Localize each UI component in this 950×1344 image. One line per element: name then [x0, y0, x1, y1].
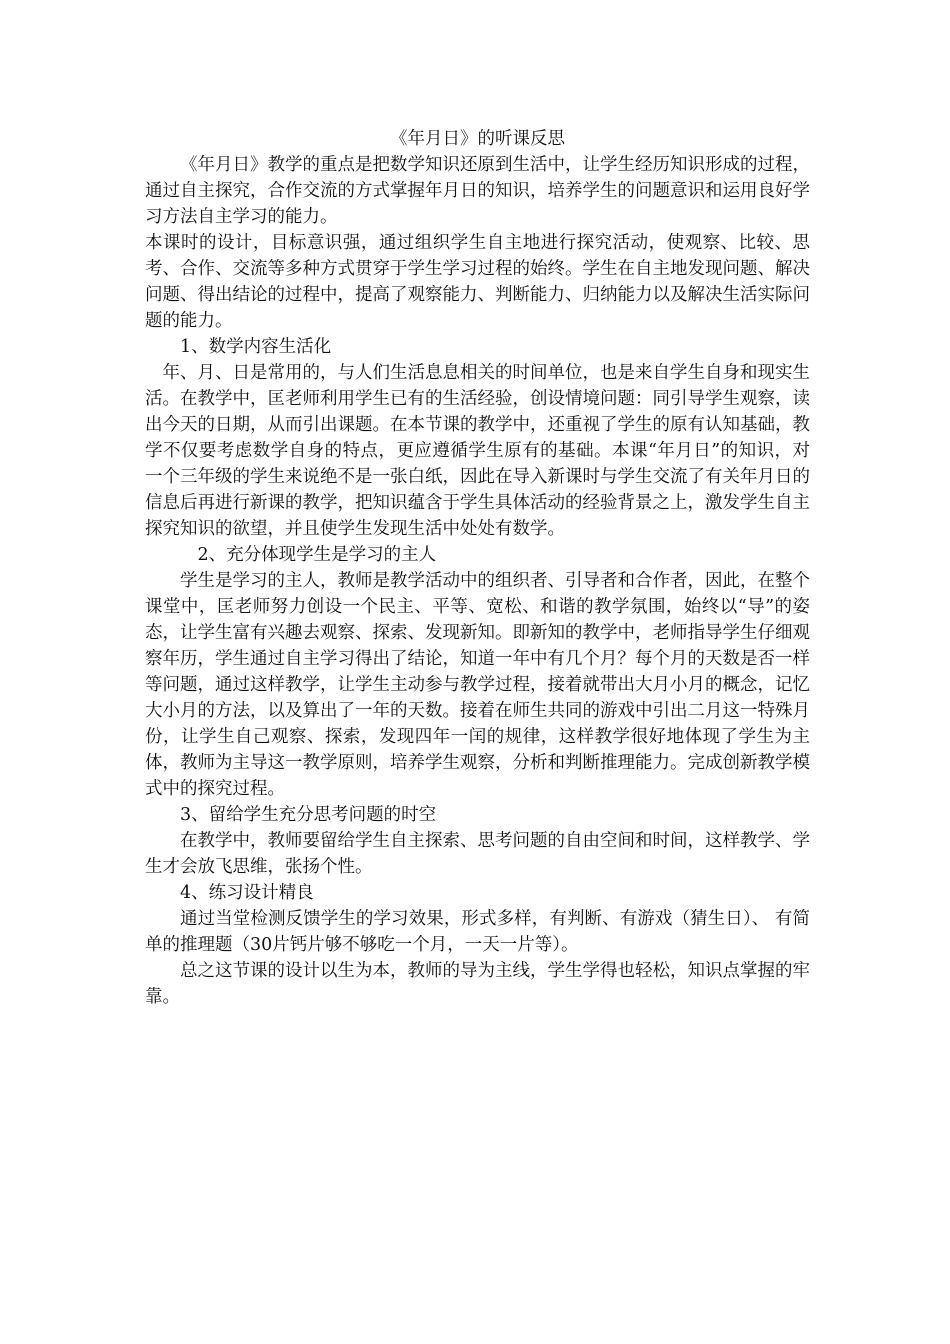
- section-heading-4: 4、练习设计精良: [180, 883, 314, 903]
- section-heading-1: 1、数学内容生活化: [180, 337, 332, 357]
- section-2-paragraph: 学生是学习的主人，教师是教学活动中的组织者、引导者和合作者，因此，在整个课堂中，匡老师努力创设一个民主、平等、宽松、和谐的教学氛围，始终以“导”的姿态，让学生富有兴趣去观察、探索、发现新知。即新知的教学中，老师指导学生仔细观察年历，学生通过自主学习得出了结论，知道一年中有几个月？每个月的天数是否一样等问题，通过这样教学，让学生主动参与教学过程，接着就带出大月小月的概念，记忆大小月的方法，以及算出了一年的天数。接着在师生共同的游戏中引出二月这一特殊月份，让学生自己观察、探索，发现四年一闰的规律，这样教学很好地体现了学生为主体，教师为主导这一教学原则，培养学生观察，分析和判断推理能力。完成创新教学模式中的探究过程。: [145, 571, 810, 799]
- document-title: 《年月日》的听课反思: [390, 129, 565, 149]
- section-heading-2: 2、充分体现学生是学习的主人: [197, 545, 437, 565]
- section-4-paragraph: 通过当堂检测反馈学生的学习效果，形式多样，有判断、有游戏（猜生日）、 有简单的推理题（30片钙片够不够吃一个月，一天一片等）。: [145, 909, 810, 955]
- section-heading-3: 3、留给学生充分思考问题的时空: [180, 805, 437, 825]
- design-paragraph: 本课时的设计，目标意识强，通过组织学生自主地进行探究活动，使观察、比较、思考、合作、交流等多种方式贯穿于学生学习过程的始终。学生在自主地发现问题、解决问题、得出结论的过程中，提高了观察能力、判断能力、归纳能力以及解决生活实际问题的能力。: [145, 233, 810, 331]
- conclusion-paragraph: 总之这节课的设计以生为本，教师的导为主线，学生学得也轻松，知识点掌握的牢靠。: [145, 961, 810, 1007]
- intro-paragraph: 《年月日》教学的重点是把数学知识还原到生活中，让学生经历知识形成的过程，通过自主探究，合作交流的方式掌握年月日的知识，培养学生的问题意识和运用良好学习方法自主学习的能力。: [145, 155, 810, 227]
- section-3-paragraph: 在教学中，教师要留给学生自主探索、思考问题的自由空间和时间，这样教学、学生才会放飞思维，张扬个性。: [145, 831, 810, 877]
- section-1-paragraph: 年、月、日是常用的，与人们生活息息相关的时间单位，也是来自学生自身和现实生活。在教学中，匡老师利用学生已有的生活经验，创设情境问题：同引导学生观察，读出今天的日期，从而引出课题。在本节课的教学中，还重视了学生的原有认知基础，教学不仅要考虑数学自身的特点，更应遵循学生原有的基础。本课“年月日”的知识，对一个三年级的学生来说绝不是一张白纸，因此在导入新课时与学生交流了有关年月日的信息后再进行新课的教学，把知识蕴含于学生具体活动的经验背景之上，激发学生自主探究知识的欲望，并且使学生发现生活中处处有数学。: [145, 363, 810, 539]
- document-page: [145, 126, 810, 1010]
